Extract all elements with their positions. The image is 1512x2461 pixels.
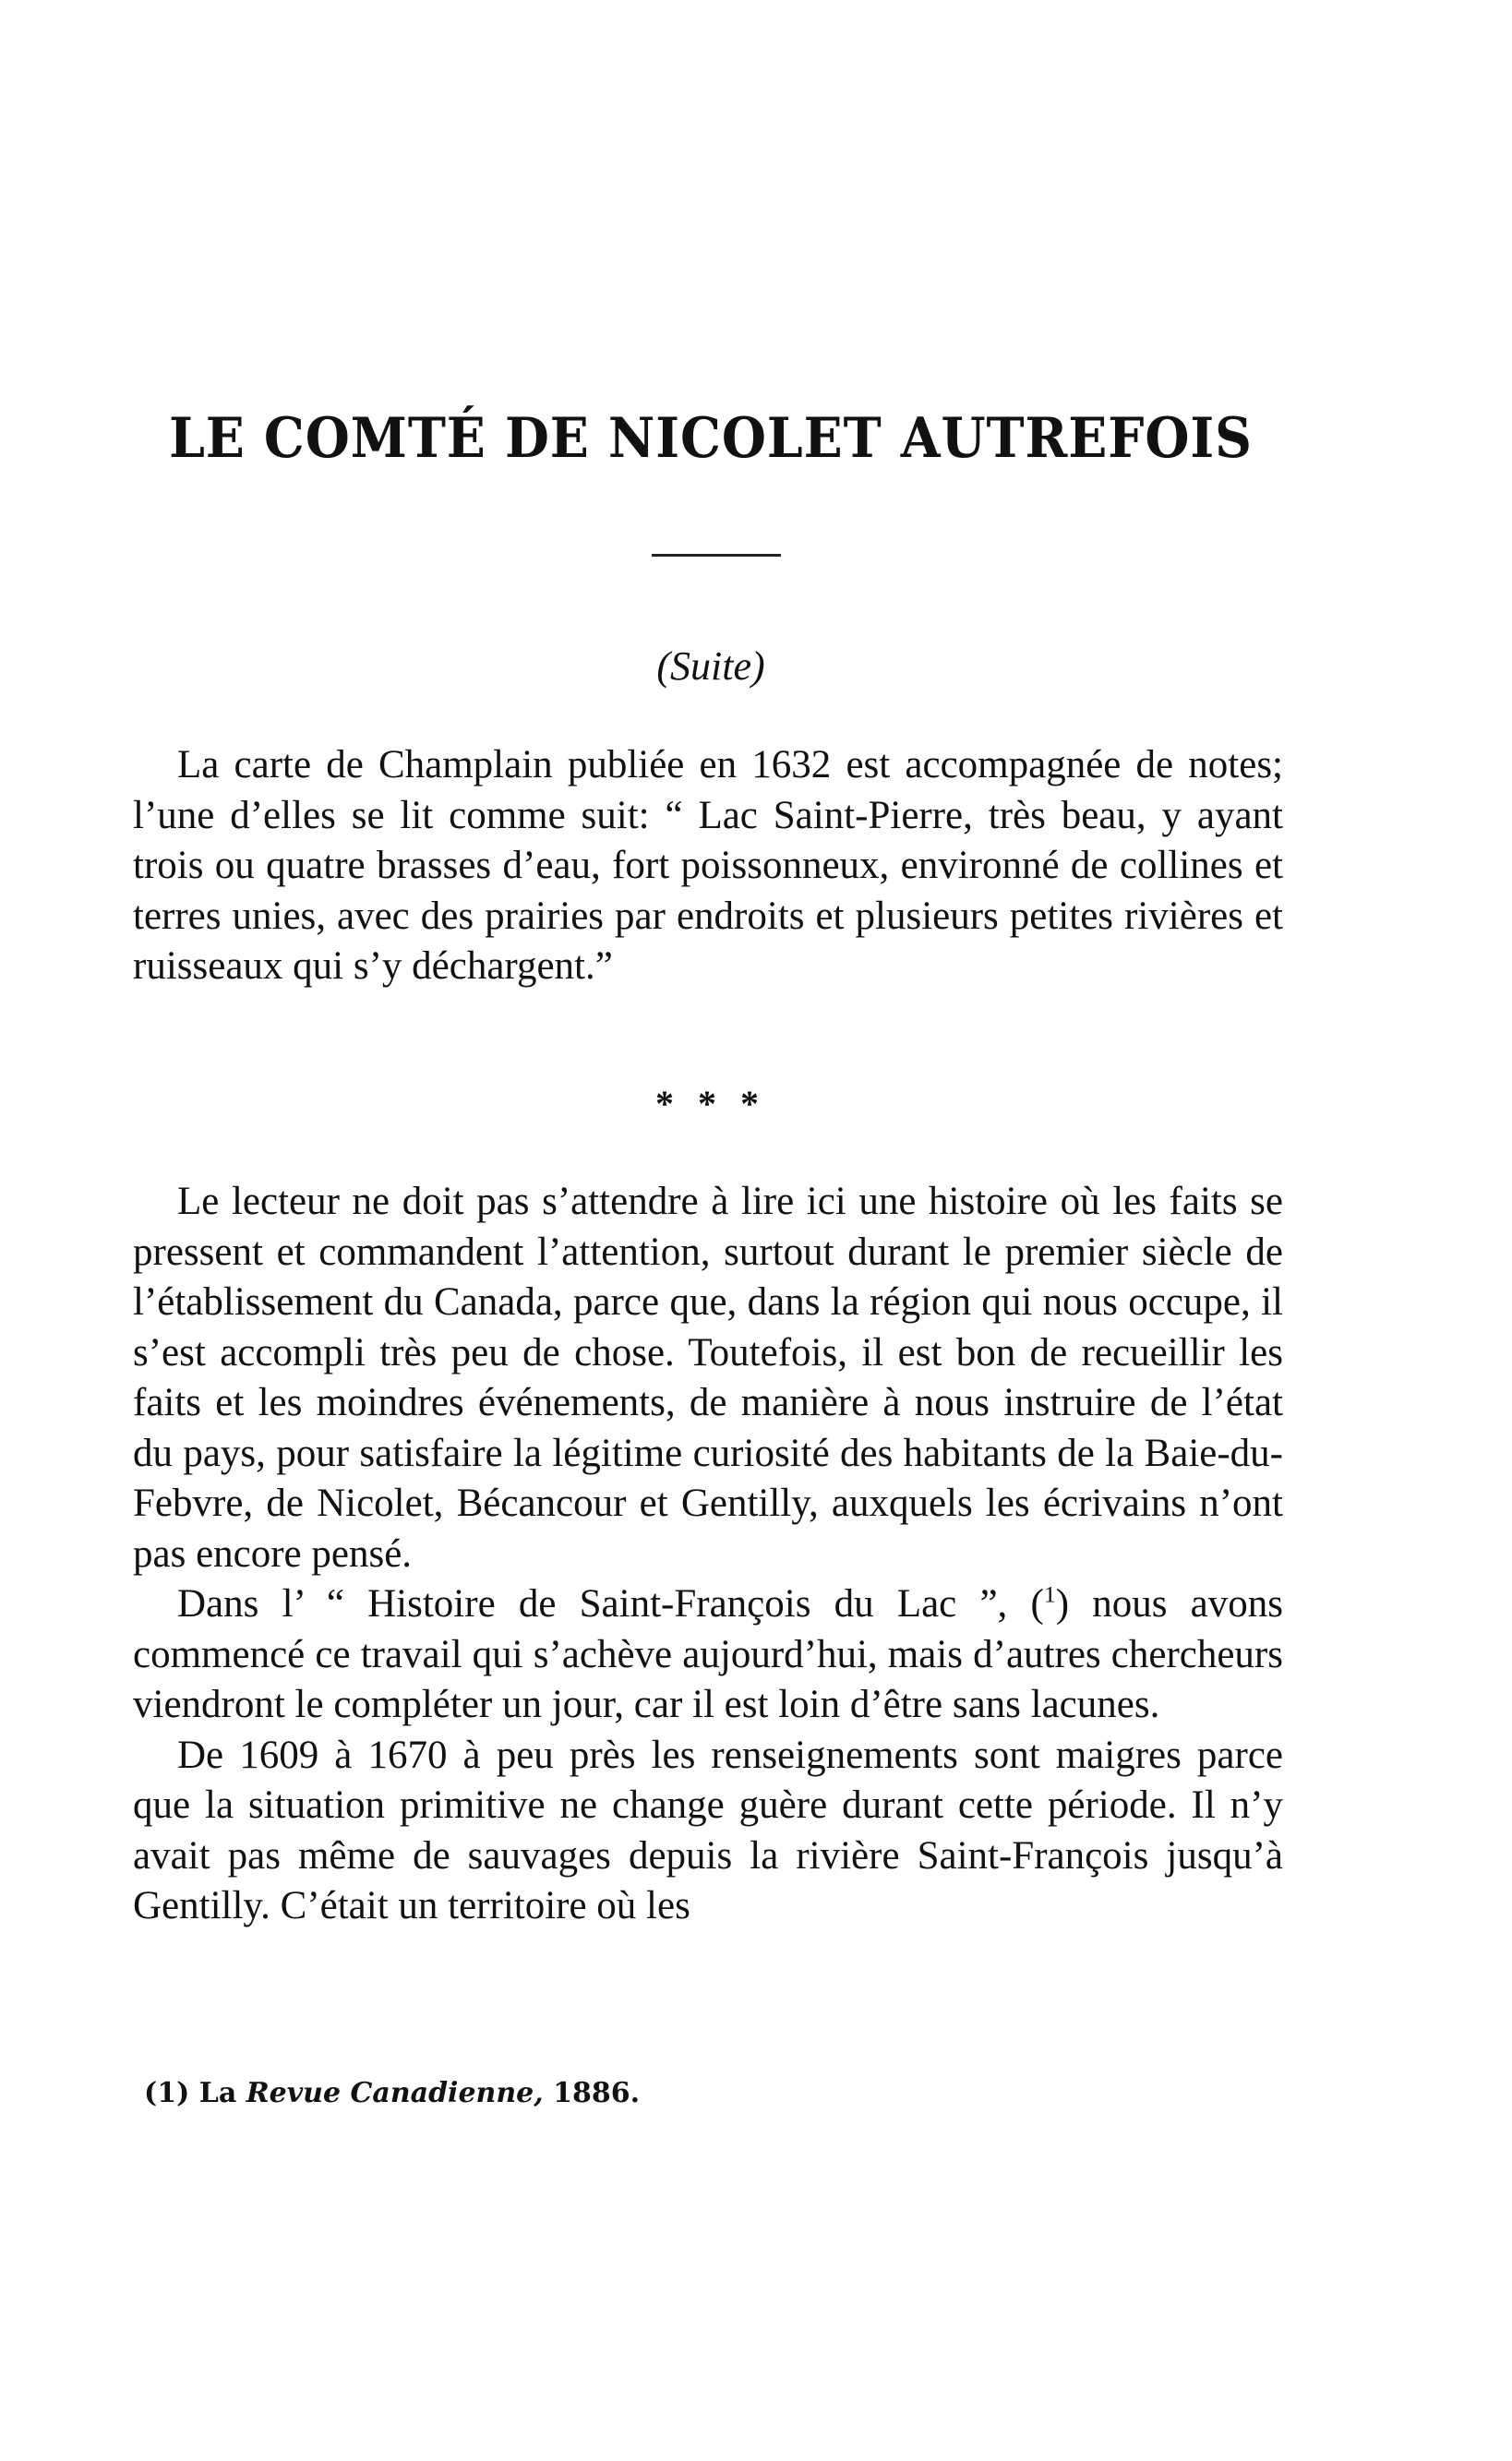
footnote-source: Revue Canadienne, — [246, 2077, 544, 2109]
footnote-ref: 1 — [1043, 1580, 1056, 1608]
section-separator: * * * — [655, 1083, 766, 1124]
paragraph-histoire-text-a: Dans l’ “ Histoire de Saint-François du Lac ”, ( — [177, 1582, 1044, 1626]
footnote-marker: (1) — [144, 2077, 190, 2109]
paragraph-histoire-text-b: ) nous avons commencé ce travail qui s’achève aujourd’hui, mais d’autres chercheurs viendront le compléter un jour, car il est loin d’être sans lacunes. — [133, 1582, 1284, 1726]
footnote-prefix: La — [198, 2077, 237, 2109]
main-section — [133, 1177, 1283, 1932]
subtitle: (Suite) — [656, 643, 765, 689]
title-rule — [652, 554, 781, 557]
footnote-year: 1886. — [553, 2077, 641, 2109]
page-title: LE COMTÉ DE NICOLET AUTREFOIS — [169, 406, 1253, 471]
intro-section — [133, 740, 1283, 992]
paragraph-histoire — [133, 1579, 1283, 1731]
paragraph-champlain: La carte de Champlain publiée en 1632 est accompagnée de notes; l’une d’elles se lit comme suit: “ Lac Saint-Pierre, très beau, y ayant trois ou quatre brasses d’eau, fort poissonneux, environné de collines et terres unies, avec des prairies par endroits et plusieurs petites rivières et ruisseaux qui s’y déchargent.” — [133, 743, 1283, 988]
footnote — [144, 2077, 640, 2109]
paragraph-lecteur: Le lecteur ne doit pas s’attendre à lire ici une histoire où les faits se pressent et commandent l’attention, surtout durant le premier siècle de l’établissement du Canada, parce que, dans la région qui nous occupe, il s’est accompli très peu de chose. Toutefois, il est bon de recueillir les faits et les moindres événements, de manière à nous instruire de l’état du pays, pour satisfaire la légitime curiosité des habitants de la Baie-du-Febvre, de Nicolet, Bécancour et Gentilly, auxquels les écrivains n’ont pas encore pensé. — [133, 1180, 1283, 1576]
paragraph-periode: De 1609 à 1670 à peu près les renseignements sont maigres parce que la situation primitive ne change guère durant cette période. Il n’y avait pas même de sauvages depuis la rivière Saint-François jusqu’à Gentilly. C’était un territoire où les — [133, 1733, 1283, 1927]
